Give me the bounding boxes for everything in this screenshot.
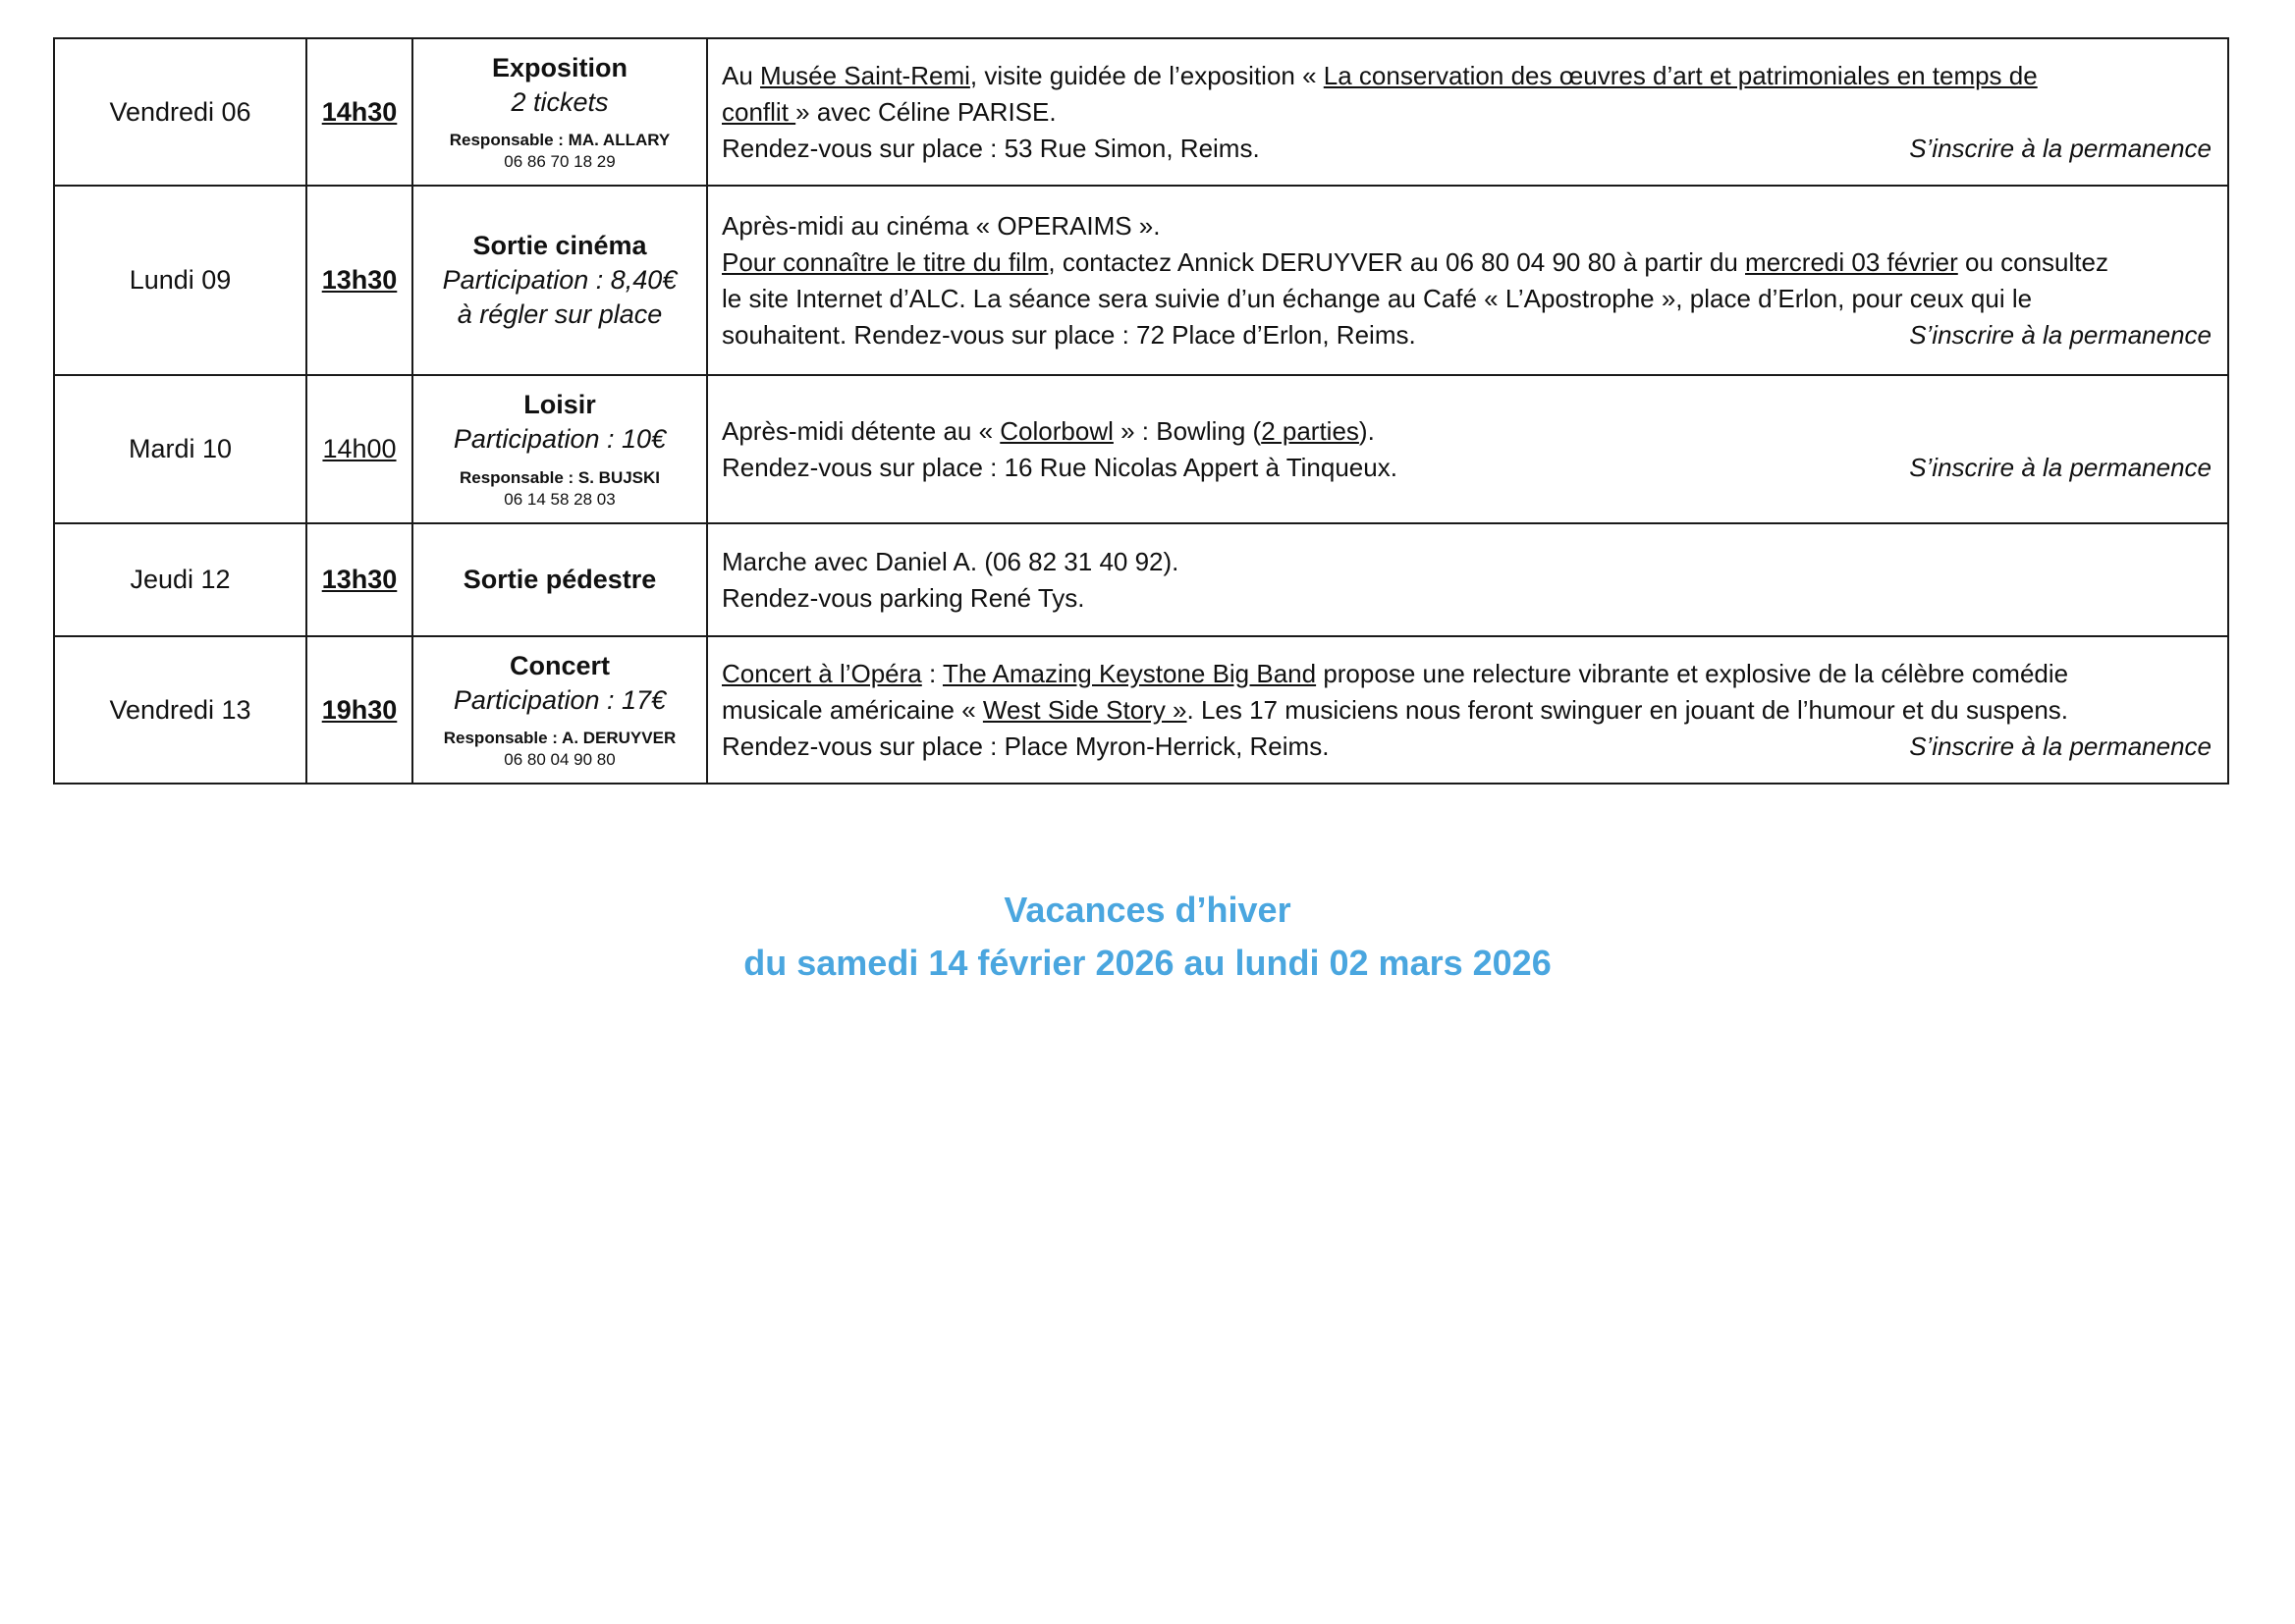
activity-cell: [412, 375, 707, 523]
underlined-text: conflit: [722, 96, 796, 127]
registration-note: S’inscrire à la permanence: [1909, 133, 2212, 163]
activity-responsable: Responsable : A. DERUYVER: [443, 729, 677, 747]
description-line: [722, 131, 2212, 167]
underlined-text: The Amazing Keystone Big Band: [942, 658, 1317, 688]
programme-table: [53, 37, 2229, 785]
day-cell: Jeudi 12: [54, 523, 306, 636]
activity-cell: [412, 38, 707, 186]
text: ).: [1358, 415, 1375, 446]
underlined-text: Musée Saint-Remi: [760, 60, 970, 90]
text: Après-midi détente au «: [722, 415, 1001, 446]
day-cell: Mardi 10: [54, 375, 306, 523]
activity-phone: 06 14 58 28 03: [504, 489, 616, 509]
meeting-point: Rendez-vous sur place : 16 Rue Nicolas Appert à Tinqueux.: [722, 452, 1397, 482]
time-cell: 14h30: [306, 38, 412, 186]
activity-subtitle: Participation : 17€: [453, 684, 667, 715]
description-cell: [707, 38, 2228, 186]
activity-subtitle: 2 tickets: [511, 86, 609, 117]
description-cell: [707, 636, 2228, 784]
text: , contactez Annick DERUYVER au 06 80 04 90 80 à partir du: [1048, 246, 1746, 277]
description-line: [722, 656, 2212, 692]
time-cell: 14h00: [306, 375, 412, 523]
description-cell: [707, 186, 2228, 375]
table-row: [54, 186, 2228, 375]
description-cell: [707, 523, 2228, 636]
activity-title: Exposition: [491, 52, 628, 82]
activity-subtitle: Participation : 10€: [453, 424, 667, 455]
holiday-title: Vacances d’hiver: [1004, 890, 1291, 930]
registration-note: S’inscrire à la permanence: [1909, 731, 2212, 761]
registration-note: S’inscrire à la permanence: [1909, 452, 2212, 482]
description-line: [722, 450, 2212, 486]
table-row: [54, 636, 2228, 784]
meeting-point: Rendez-vous sur place : Place Myron-Herrick, Reims.: [722, 731, 1330, 761]
activity-title: Sortie pédestre: [463, 564, 657, 594]
table-row: [54, 375, 2228, 523]
underlined-text: Concert à l’Opéra: [722, 658, 922, 688]
day-cell: Lundi 09: [54, 186, 306, 375]
text: Au: [722, 60, 761, 90]
time-cell: 13h30: [306, 186, 412, 375]
text: :: [921, 658, 943, 688]
text: musicale américaine «: [722, 694, 983, 725]
activity-cell: [412, 636, 707, 784]
description-line: [722, 413, 2212, 450]
description-line: [722, 244, 2212, 281]
underlined-text: La conservation des œuvres d’art et patrimoniales en temps de: [1323, 60, 2038, 90]
underlined-text: mercredi 03 février: [1745, 246, 1958, 277]
description-line: Après-midi au cinéma « OPERAIMS ».: [722, 210, 1161, 241]
text: » avec Céline PARISE.: [795, 96, 1057, 127]
activity-title: Loisir: [523, 390, 596, 420]
description-cell: [707, 375, 2228, 523]
activity-cell: [412, 186, 707, 375]
activity-cell: [412, 523, 707, 636]
activity-subtitle: Participation : 8,40€: [442, 264, 678, 295]
activity-phone: 06 86 70 18 29: [504, 152, 616, 172]
meeting-point: souhaitent. Rendez-vous sur place : 72 Place d’Erlon, Reims.: [722, 319, 1416, 350]
description-line: [722, 729, 2212, 765]
description-line: Rendez-vous parking René Tys.: [722, 582, 1085, 613]
text: propose une relecture vibrante et explosive de la célèbre comédie: [1316, 658, 2069, 688]
activity-phone: 06 80 04 90 80: [504, 750, 616, 770]
activity-title: Concert: [509, 650, 610, 680]
meeting-point: Rendez-vous sur place : 53 Rue Simon, Reims.: [722, 133, 1260, 163]
activity-responsable: Responsable : MA. ALLARY: [449, 131, 671, 149]
description-line: [722, 317, 2212, 353]
holiday-dates: du samedi 14 février 2026 au lundi 02 mars 2026: [743, 943, 1552, 983]
activity-responsable: Responsable : S. BUJSKI: [459, 467, 661, 487]
underlined-text: Colorbowl: [1000, 415, 1114, 446]
description-line: [722, 58, 2212, 94]
description-line: le site Internet d’ALC. La séance sera suivie d’un échange au Café « L’Apostrophe », place d’Erlon, pour ceux qui le: [722, 283, 2033, 313]
text: , visite guidée de l’exposition «: [969, 60, 1324, 90]
description-line: [722, 94, 2212, 131]
underlined-text: West Side Story »: [982, 694, 1187, 725]
text: ou consultez: [1957, 246, 2108, 277]
underlined-text: Pour connaître le titre du film: [722, 246, 1049, 277]
activity-subtitle: à régler sur place: [457, 299, 663, 330]
day-cell: Vendredi 13: [54, 636, 306, 784]
day-cell: Vendredi 06: [54, 38, 306, 186]
table-row: [54, 38, 2228, 186]
registration-note: S’inscrire à la permanence: [1909, 319, 2212, 350]
text: . Les 17 musiciens nous feront swinguer en jouant de l’humour et du suspens.: [1186, 694, 2069, 725]
description-line: [722, 692, 2212, 729]
table-row: [54, 523, 2228, 636]
underlined-text: 2 parties: [1261, 415, 1359, 446]
description-line: Marche avec Daniel A. (06 82 31 40 92).: [722, 546, 1179, 576]
activity-title: Sortie cinéma: [472, 230, 647, 260]
time-cell: 19h30: [306, 636, 412, 784]
text: » : Bowling (: [1113, 415, 1262, 446]
time-cell: 13h30: [306, 523, 412, 636]
